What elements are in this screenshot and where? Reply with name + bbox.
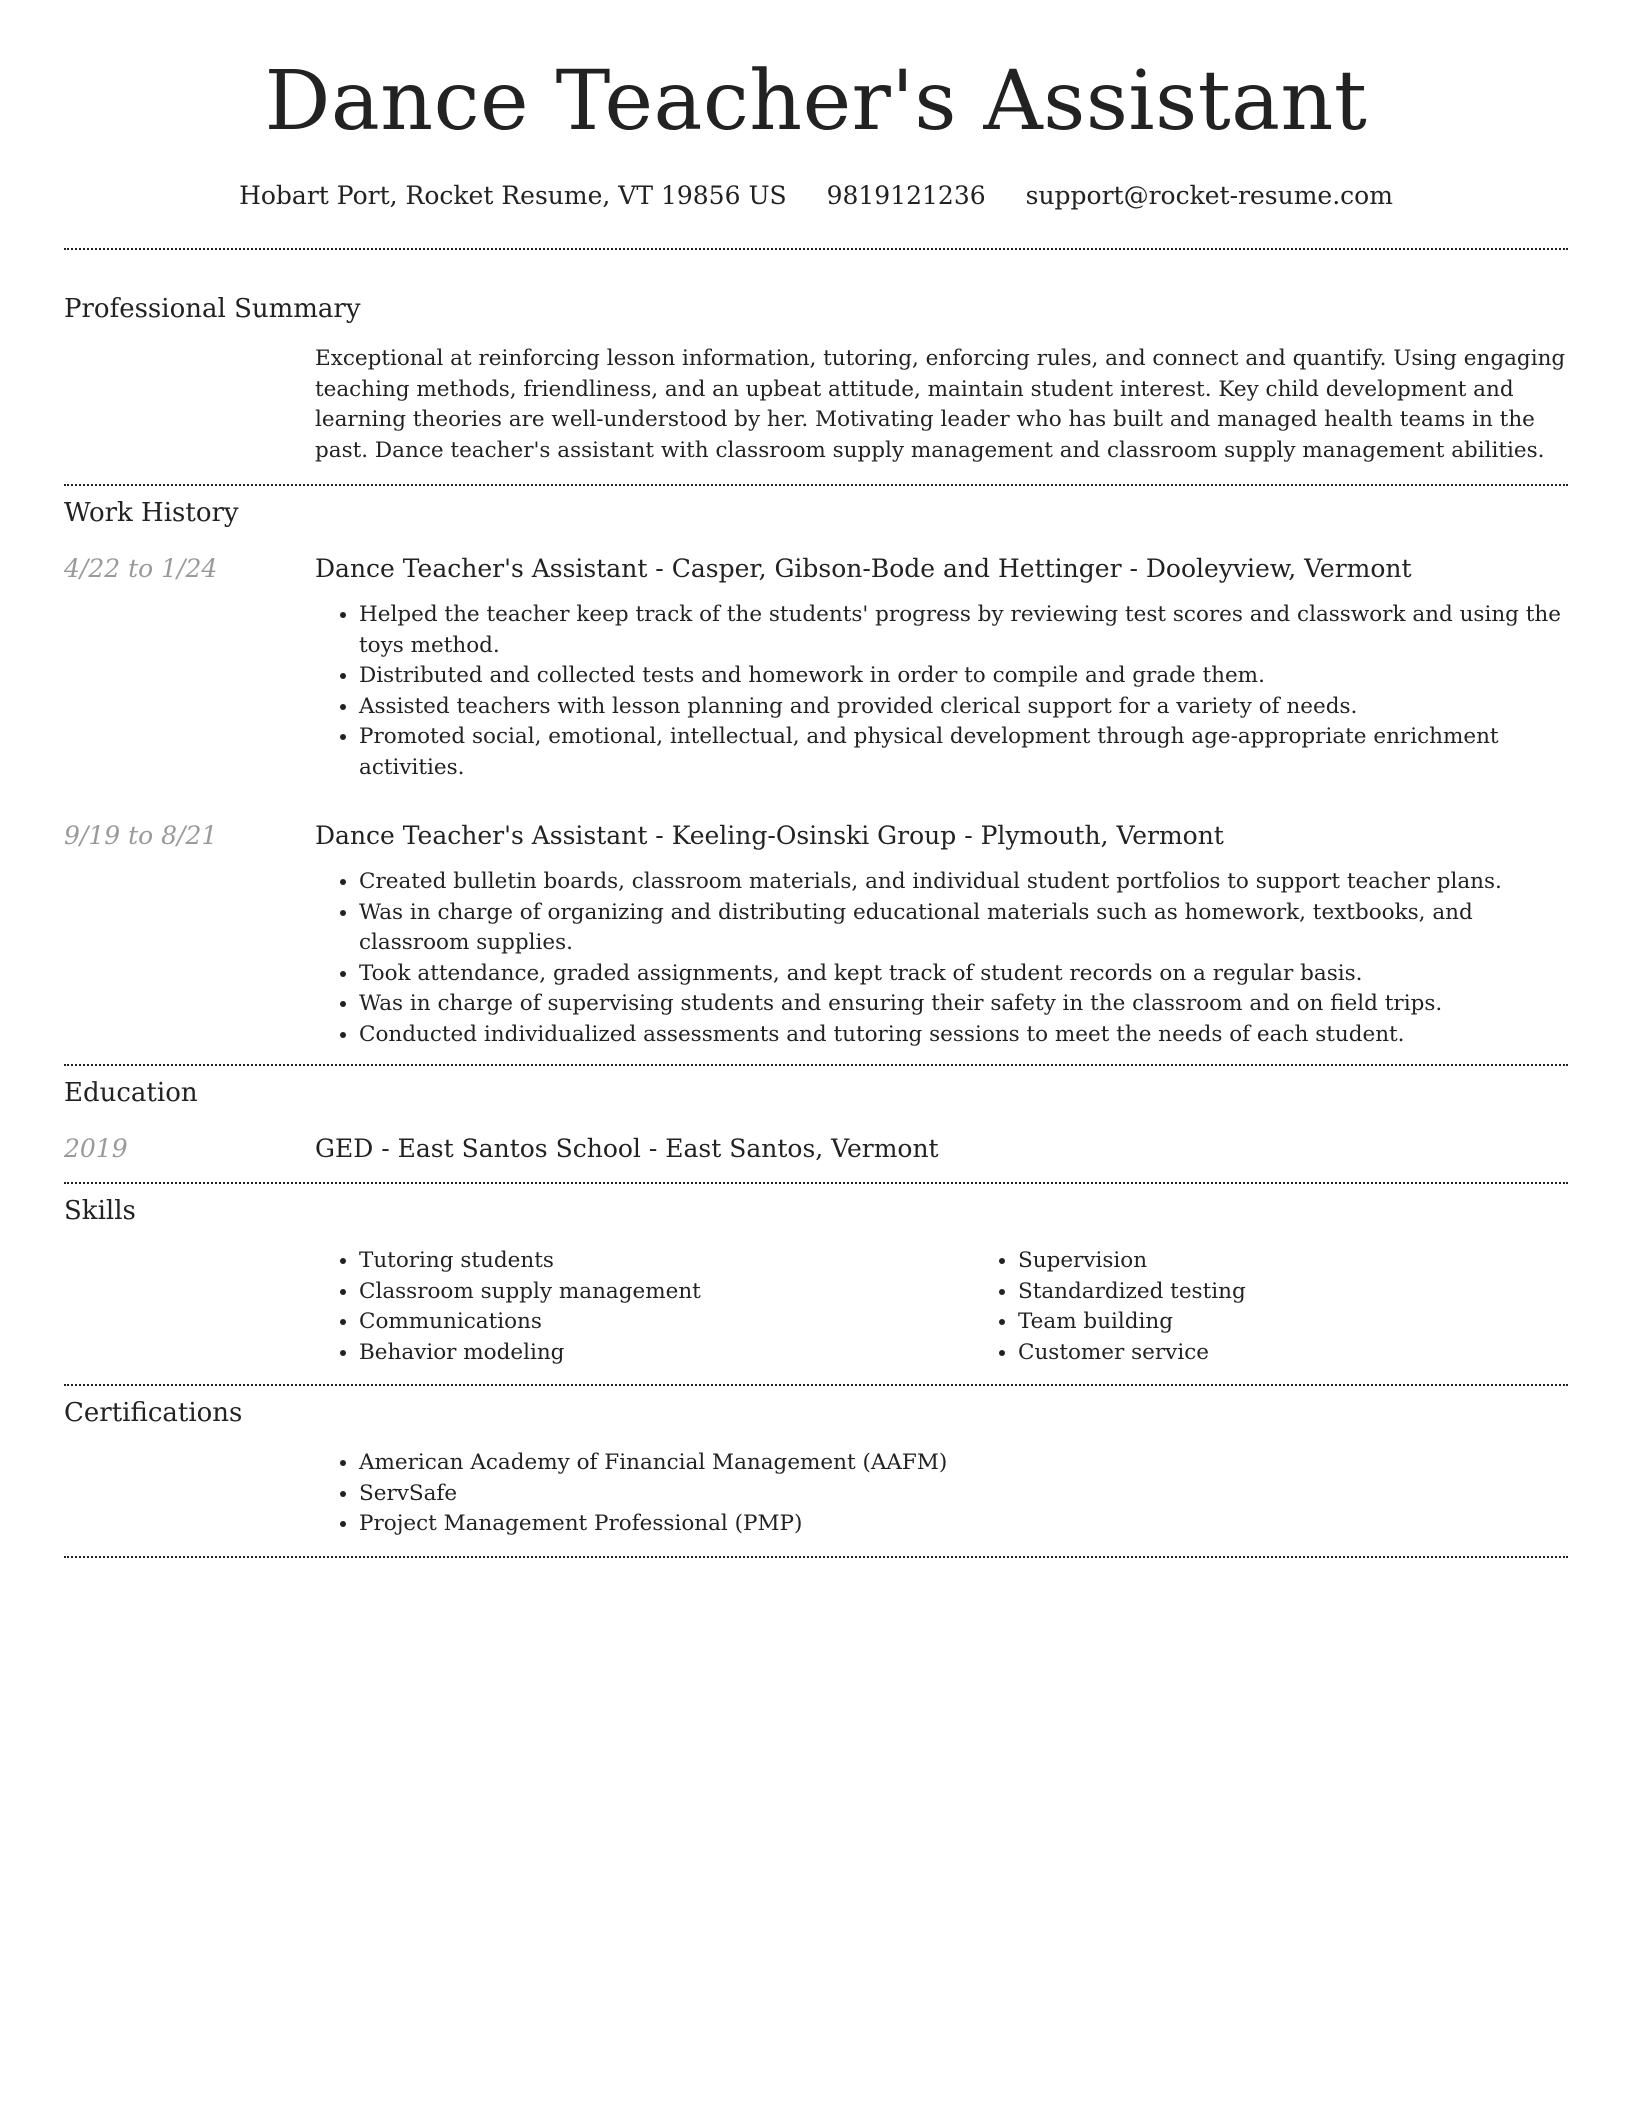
- certifications-divider: [64, 1556, 1568, 1558]
- skills-grid: [315, 1246, 1568, 1368]
- education-title: Education: [64, 1078, 198, 1108]
- work-history-section: [64, 486, 1568, 1064]
- certification-item: • Project Management Professional (PMP): [359, 1509, 1568, 1540]
- job-bullet: • Helped the teacher keep track of the students' progress by reviewing test scores and classwork and using the toys method.: [359, 600, 1568, 661]
- summary-title: Professional Summary: [64, 294, 361, 324]
- summary-text: Exceptional at reinforcing lesson information, tutoring, enforcing rules, and connect and quantify. Using engaging teaching methods, friendliness, and an upbeat attitude, maintain student interest. Key child development and learning theories are well-understood by her. Motivating leader who has built and managed health teams in the past. Dance teacher's assistant with classroom supply management and classroom supply management abilities.: [315, 346, 1566, 463]
- job-bullet: • Was in charge of supervising students and ensuring their safety in the classroom and on field trips.: [359, 989, 1568, 1020]
- skill-item: • Standardized testing: [1018, 1277, 1246, 1308]
- resume-header: [64, 0, 1568, 212]
- education-year: 2019: [64, 1134, 128, 1163]
- certification-item: • American Academy of Financial Management (AAFM): [359, 1448, 1568, 1479]
- skill-item: • Communications: [359, 1307, 974, 1338]
- education-section: [64, 1066, 1568, 1182]
- skills-list-right: [974, 1246, 1246, 1368]
- job-bullet: • Distributed and collected tests and homework in order to compile and grade them.: [359, 661, 1568, 692]
- contact-line: [64, 180, 1568, 212]
- candidate-name: Dance Teacher's Assistant: [264, 54, 1368, 149]
- job-bullet: • Promoted social, emotional, intellectual, and physical development through age-appropriate enrichment activities.: [359, 722, 1568, 783]
- certifications-section: [64, 1386, 1568, 1556]
- job-dates: 4/22 to 1/24: [64, 554, 218, 583]
- job-bullets: [315, 867, 1568, 1050]
- contact-phone: 9819121236: [826, 181, 986, 210]
- summary-section: [64, 250, 1568, 484]
- contact-email: support@rocket-resume.com: [1025, 181, 1393, 210]
- skills-title: Skills: [64, 1196, 136, 1226]
- certifications-list: [315, 1448, 1568, 1540]
- education-entry: [64, 1132, 1568, 1166]
- skill-item: • Supervision: [1018, 1246, 1246, 1277]
- skill-item: • Tutoring students: [359, 1246, 974, 1277]
- job-heading: Dance Teacher's Assistant - Casper, Gibson-Bode and Hettinger - Dooleyview, Vermont: [315, 554, 1412, 583]
- skills-list-left: [315, 1246, 974, 1368]
- work-history-title: Work History: [64, 498, 239, 528]
- job-bullet: • Assisted teachers with lesson planning and provided clerical support for a variety of needs.: [359, 692, 1568, 723]
- contact-address: Hobart Port, Rocket Resume, VT 19856 US: [239, 181, 787, 210]
- certification-item: • ServSafe: [359, 1479, 1568, 1510]
- certifications-title: Certifications: [64, 1398, 243, 1428]
- job-dates: 9/19 to 8/21: [64, 821, 218, 850]
- job-bullets: [315, 600, 1568, 783]
- job-bullet: • Was in charge of organizing and distributing educational materials such as homework, textbooks, and classroom supplies.: [359, 898, 1568, 959]
- job-bullet: • Took attendance, graded assignments, and kept track of student records on a regular basis.: [359, 959, 1568, 990]
- job-bullet: • Conducted individualized assessments and tutoring sessions to meet the needs of each student.: [359, 1020, 1568, 1051]
- job-entry: [64, 819, 1568, 1050]
- skill-item: • Classroom supply management: [359, 1277, 974, 1308]
- skill-item: • Customer service: [1018, 1338, 1246, 1369]
- job-bullet: • Created bulletin boards, classroom materials, and individual student portfolios to support teacher plans.: [359, 867, 1568, 898]
- skill-item: • Team building: [1018, 1307, 1246, 1338]
- job-entry: [64, 552, 1568, 783]
- skills-section: [64, 1184, 1568, 1384]
- education-heading: GED - East Santos School - East Santos, Vermont: [315, 1134, 939, 1163]
- skill-item: • Behavior modeling: [359, 1338, 974, 1369]
- job-heading: Dance Teacher's Assistant - Keeling-Osinski Group - Plymouth, Vermont: [315, 821, 1224, 850]
